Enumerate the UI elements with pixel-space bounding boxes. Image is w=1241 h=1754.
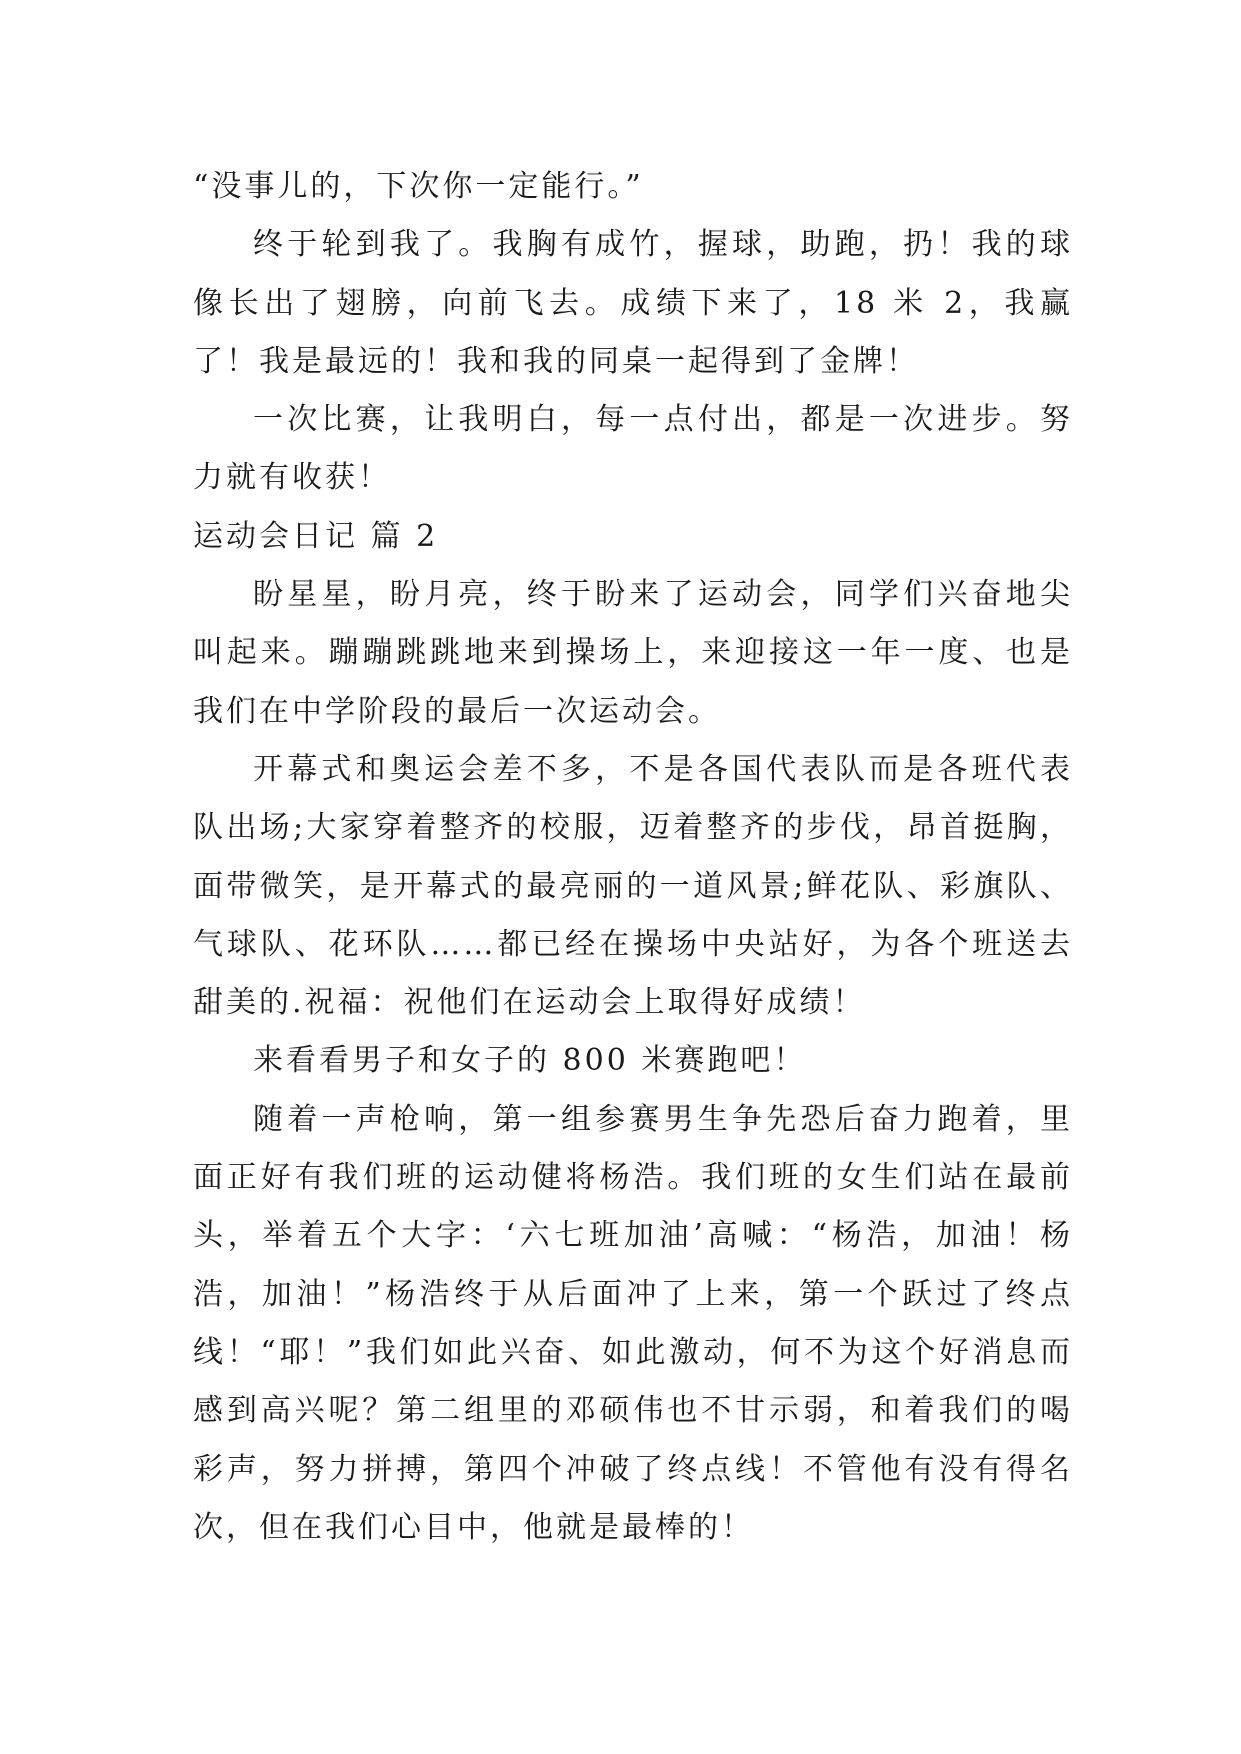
paragraph: 开幕式和奥运会差不多，不是各国代表队而是各班代表队出场;大家穿着整齐的校服，迈着整齐的步伐，昂首挺胸，面带微笑，是开幕式的最亮丽的一道风景;鲜花队、彩旗队、气球队、花环队……都已经在操场中央站好，为各个班送去甜美的.祝福：祝他们在运动会上取得好成绩！: [193, 751, 1073, 1021]
paragraph: 随着一声枪响，第一组参赛男生争先恐后奋力跑着，里面正好有我们班的运动健将杨浩。我们班的女生们站在最前头，举着五个大字：‘六七班加油’高喊：“杨浩，加油！杨浩，加油！”杨浩终于从后面冲了上来，第一个跃过了终点线！“耶！”我们如此兴奋、如此激动，何不为这个好消息而感到高兴呢？第二组里的邓硕伟也不甘示弱，和着我们的喝彩声，努力拼搏，第四个冲破了终点线！不管他有没有得名次，但在我们心目中，他就是最棒的！: [193, 1101, 1073, 1545]
document-page: [193, 158, 1073, 1557]
section-title: 运动会日记 篇 2: [193, 518, 439, 554]
paragraph: 盼星星，盼月亮，终于盼来了运动会，同学们兴奋地尖叫起来。蹦蹦跳跳地来到操场上，来迎接这一年一度、也是我们在中学阶段的最后一次运动会。: [193, 577, 1073, 729]
paragraph: 终于轮到我了。我胸有成竹，握球，助跑，扔！我的球像长出了翅膀，向前飞去。成绩下来了，18 米 2，我赢了！我是最远的！我和我的同桌一起得到了金牌！: [193, 227, 1073, 379]
paragraph: “没事儿的，下次你一定能行。”: [193, 169, 644, 204]
paragraph: 来看看男子和女子的 800 米赛跑吧！: [253, 1043, 807, 1079]
paragraph: 一次比赛，让我明白，每一点付出，都是一次进步。努力就有收获！: [193, 402, 1073, 496]
